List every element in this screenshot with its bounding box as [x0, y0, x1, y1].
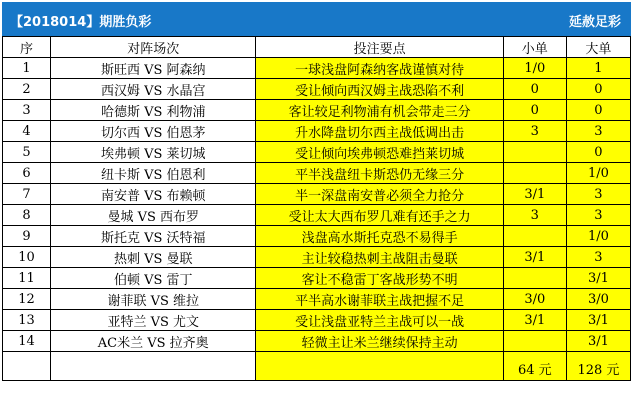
title-bar	[2, 2, 631, 36]
row-small-bet: 0	[503, 100, 566, 121]
row-points: 客让不稳雷丁客战形势不明	[256, 268, 503, 289]
row-small-bet: 3/1	[503, 247, 566, 268]
row-number: 4	[3, 121, 51, 142]
row-big-bet: 0	[566, 100, 630, 121]
row-points: 平半浅盘纽卡斯恐仍无缘三分	[256, 163, 503, 184]
col-header-match: 对阵场次	[51, 37, 256, 58]
row-big-bet: 3/1	[566, 268, 630, 289]
col-header-big: 大单	[566, 37, 630, 58]
row-small-bet	[503, 163, 566, 184]
table-row	[3, 289, 631, 310]
row-small-bet: 1/0	[503, 58, 566, 79]
row-match: AC米兰 VS 拉齐奥	[51, 331, 256, 352]
row-points: 受让倾向西汉姆主战恐陷不利	[256, 79, 503, 100]
row-small-bet	[503, 142, 566, 163]
row-small-bet: 3	[503, 121, 566, 142]
issue-title: 【2018014】期胜负彩	[10, 15, 152, 30]
row-match: 哈德斯 VS 利物浦	[51, 100, 256, 121]
row-number: 6	[3, 163, 51, 184]
row-small-bet: 3/1	[503, 184, 566, 205]
row-match: 南安普 VS 布赖顿	[51, 184, 256, 205]
row-points: 受让浅盘亚特兰主战可以一战	[256, 310, 503, 331]
row-big-bet: 3	[566, 205, 630, 226]
totals-empty-no	[3, 352, 51, 381]
row-points: 受让倾向埃弗顿恐难挡莱切城	[256, 142, 503, 163]
row-match: 西汉姆 VS 水晶宫	[51, 79, 256, 100]
table-row	[3, 100, 631, 121]
totals-empty-points	[256, 352, 503, 381]
row-match: 切尔西 VS 伯恩茅	[51, 121, 256, 142]
row-small-bet: 3/1	[503, 310, 566, 331]
row-match: 伯顿 VS 雷丁	[51, 268, 256, 289]
total-big: 128 元	[566, 352, 630, 381]
table-row	[3, 331, 631, 352]
row-big-bet: 3	[566, 247, 630, 268]
row-small-bet: 0	[503, 79, 566, 100]
table-row	[3, 184, 631, 205]
col-header-points: 投注要点	[256, 37, 503, 58]
table-row	[3, 268, 631, 289]
table-row	[3, 79, 631, 100]
row-points: 一球浅盘阿森纳客战谨慎对待	[256, 58, 503, 79]
col-header-no: 序	[3, 37, 51, 58]
row-points: 平半高水谢菲联主战把握不足	[256, 289, 503, 310]
row-match: 斯托克 VS 沃特福	[51, 226, 256, 247]
table-row	[3, 58, 631, 79]
row-points: 轻微主让米兰继续保持主动	[256, 331, 503, 352]
row-big-bet: 1/0	[566, 226, 630, 247]
row-number: 13	[3, 310, 51, 331]
row-big-bet: 3	[566, 184, 630, 205]
row-number: 10	[3, 247, 51, 268]
row-number: 5	[3, 142, 51, 163]
total-small: 64 元	[503, 352, 566, 381]
row-match: 纽卡斯 VS 伯恩利	[51, 163, 256, 184]
row-small-bet: 3	[503, 205, 566, 226]
row-match: 亚特兰 VS 尤文	[51, 310, 256, 331]
row-number: 2	[3, 79, 51, 100]
row-number: 12	[3, 289, 51, 310]
row-number: 7	[3, 184, 51, 205]
row-points: 升水降盘切尔西主战低调出击	[256, 121, 503, 142]
totals-empty-match	[51, 352, 256, 381]
row-big-bet: 3/1	[566, 331, 630, 352]
row-match: 热刺 VS 曼联	[51, 247, 256, 268]
row-small-bet	[503, 331, 566, 352]
row-points: 受让太大西布罗几难有还手之力	[256, 205, 503, 226]
row-big-bet: 1/0	[566, 163, 630, 184]
table-row	[3, 121, 631, 142]
col-header-small: 小单	[503, 37, 566, 58]
row-small-bet	[503, 226, 566, 247]
brand-title: 延赦足彩	[568, 15, 621, 30]
row-big-bet: 0	[566, 79, 630, 100]
row-big-bet: 3/1	[566, 310, 630, 331]
row-small-bet	[503, 268, 566, 289]
table-row	[3, 247, 631, 268]
row-points: 主让较稳热刺主战阻击曼联	[256, 247, 503, 268]
totals-row	[3, 352, 631, 381]
table-row	[3, 310, 631, 331]
row-match: 斯旺西 VS 阿森纳	[51, 58, 256, 79]
match-table	[2, 36, 631, 381]
row-match: 谢菲联 VS 维拉	[51, 289, 256, 310]
row-number: 1	[3, 58, 51, 79]
row-points: 浅盘高水斯托克恐不易得手	[256, 226, 503, 247]
row-number: 9	[3, 226, 51, 247]
row-number: 11	[3, 268, 51, 289]
row-number: 14	[3, 331, 51, 352]
row-match: 曼城 VS 西布罗	[51, 205, 256, 226]
row-big-bet: 3	[566, 121, 630, 142]
row-points: 半一深盘南安普必须全力抢分	[256, 184, 503, 205]
row-big-bet: 1	[566, 58, 630, 79]
header-row	[3, 37, 631, 58]
table-row	[3, 226, 631, 247]
row-match: 埃弗顿 VS 莱切城	[51, 142, 256, 163]
table-body	[3, 58, 631, 352]
table-row	[3, 163, 631, 184]
table-row	[3, 142, 631, 163]
row-number: 3	[3, 100, 51, 121]
row-points: 客让较足利物浦有机会带走三分	[256, 100, 503, 121]
row-number: 8	[3, 205, 51, 226]
row-small-bet: 3/0	[503, 289, 566, 310]
row-big-bet: 3/0	[566, 289, 630, 310]
row-big-bet: 0	[566, 142, 630, 163]
table-row	[3, 205, 631, 226]
